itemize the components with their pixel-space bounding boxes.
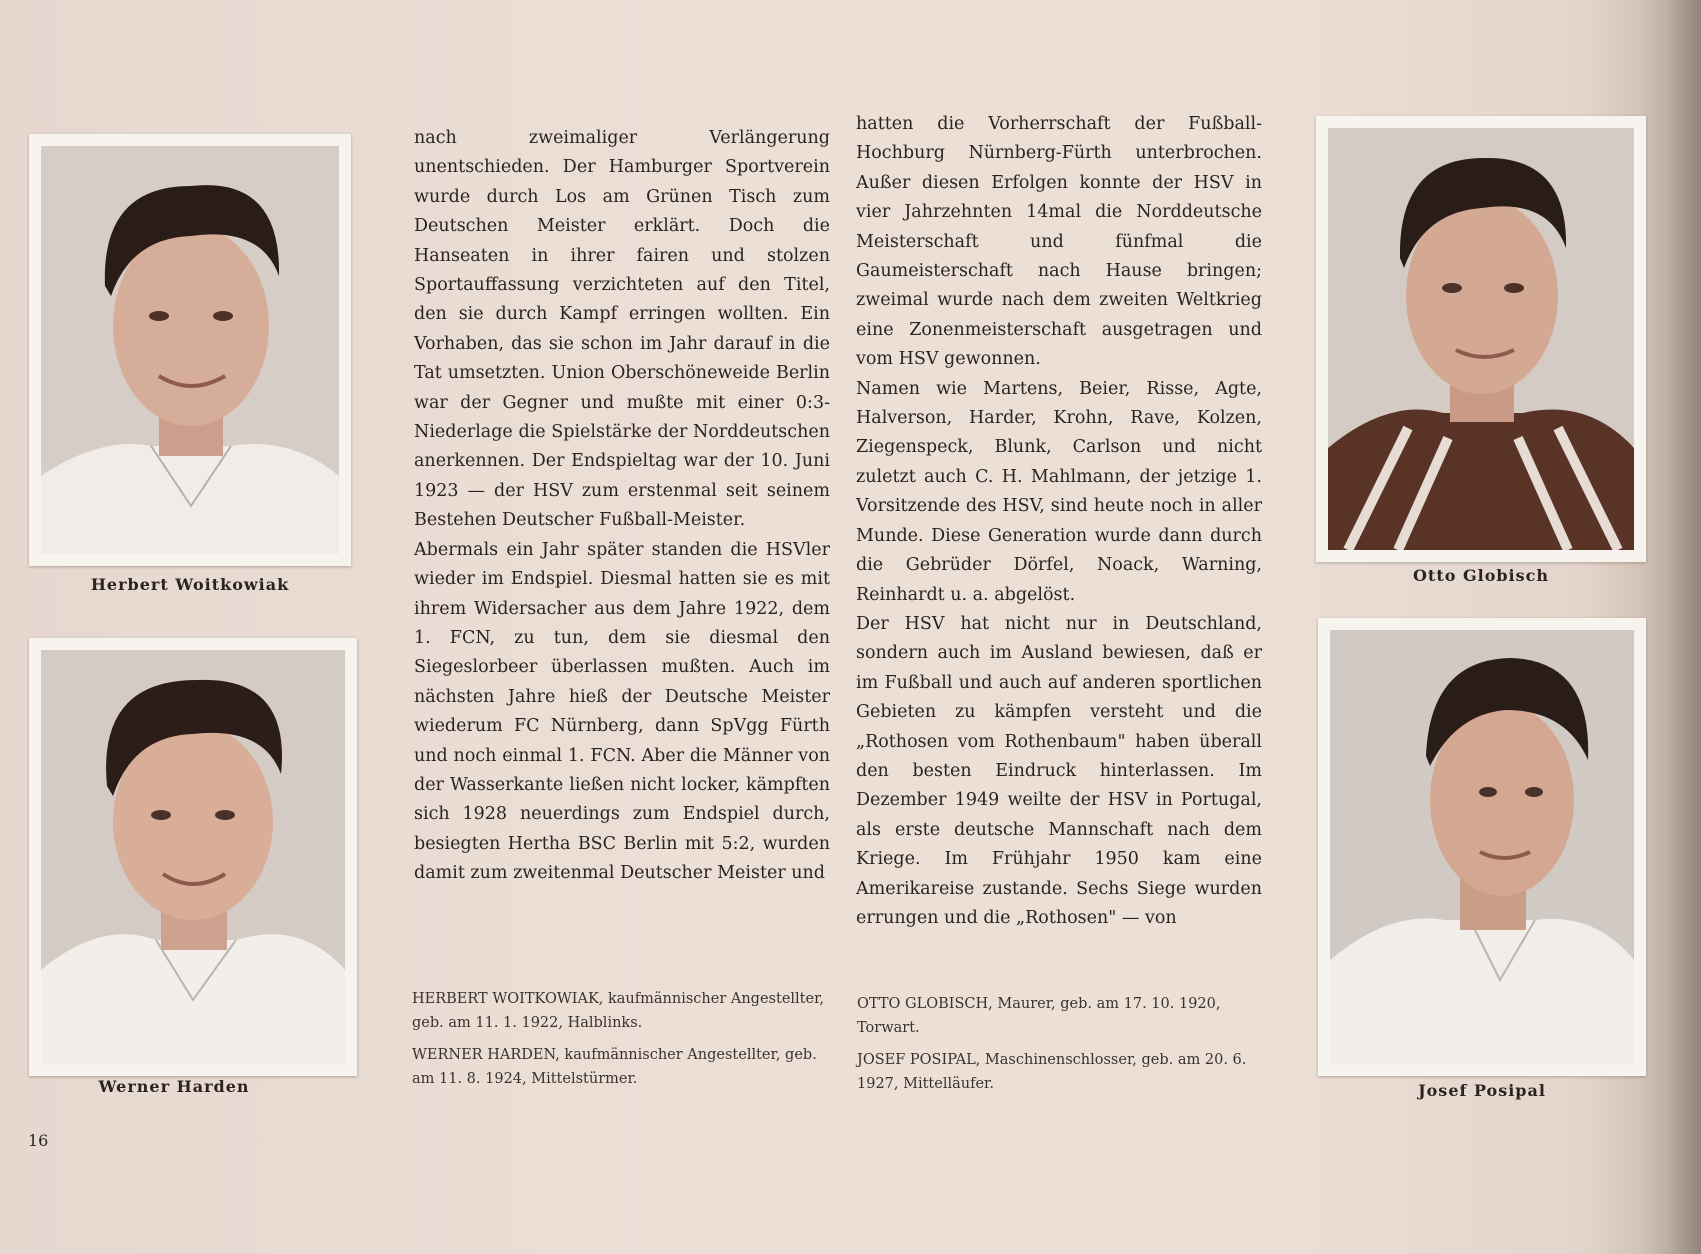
player-card-posipal [1318, 618, 1646, 1076]
player-caption: Werner Harden [98, 1077, 250, 1096]
bio-entry: HERBERT WOITKOWIAK, kaufmännischer Angestellter, geb. am 11. 1. 1922, Halblinks. [412, 991, 825, 1031]
player-photo-woitkowiak [41, 146, 339, 554]
text-column-left [414, 124, 830, 889]
page-number: 16 [28, 1131, 49, 1150]
player-photo-harden [41, 650, 345, 1064]
player-card-woitkowiak [29, 134, 351, 566]
paragraph: nach zweimaliger Verlängerung unentschieden. Der Hamburger Sportverein wurde durch Los am Grünen Tisch zum Deutschen Meister erklärt. Doch die Hanseaten in ihrer fairen und stolzen Sportauffassung verzichteten auf den Titel, den sie durch Kampf erringen wollten. Ein Vorhaben, das sie schon im Jahr darauf in die Tat umsetzten. Union Oberschöneweide Berlin war der Gegner und mußte mit einer 0:3-Niederlage die Spielstärke der Norddeutschen anerkennen. Der Endspieltag war der 10. Juni 1923 — der HSV zum erstenmal seit seinem Bestehen Deutscher Fußball-Meister. [414, 128, 830, 531]
bios-left [412, 987, 832, 1099]
paragraph: Namen wie Martens, Beier, Risse, Agte, Halverson, Harder, Krohn, Rave, Kolzen, Ziegenspeck, Blunk, Carlson und nicht zuletzt auch C. H. Mahlmann, der jetzige 1. Vorsitzende des HSV, sind heute noch in aller Munde. Diese Generation wurde dann durch die Gebrüder Dörfel, Noack, Warning, Reinhardt u. a. abgelöst. [856, 378, 1262, 605]
paragraph: Abermals ein Jahr später standen die HSVler wieder im Endspiel. Diesmal hatten sie es mit ihrem Widersacher aus dem Jahre 1922, dem 1. FCN, zu tun, dem sie diesmal den Siegeslorbeer überlassen mußten. Auch im nächsten Jahre hieß der Deutsche Meister wiederum FC Nürnberg, dann SpVgg Fürth und noch einmal 1. FCN. Aber die Männer von der Wasserkante ließen nicht locker, kämpften sich 1928 neuerdings zum Endspiel durch, besiegten Hertha BSC Berlin mit 5:2, wurden damit zum zweitenmal Deutscher Meister und [414, 539, 830, 884]
player-caption: Herbert Woitkowiak [90, 575, 290, 594]
text-column-right [856, 110, 1262, 933]
bio-entry: WERNER HARDEN, kaufmännischer Angestellter, geb. am 11. 8. 1924, Mittelstürmer. [412, 1047, 817, 1087]
book-spine-shadow [1641, 0, 1701, 1254]
paragraph: hatten die Vorherrschaft der Fußball-Hochburg Nürnberg-Fürth unterbrochen. Außer diesen Erfolgen konnte der HSV in vier Jahrzehnten 14mal die Norddeutsche Meisterschaft und fünfmal die Gaumeisterschaft nach Hause bringen; zweimal wurde nach dem zweiten Weltkrieg eine Zonenmeisterschaft ausgetragen und vom HSV gewonnen. [856, 114, 1262, 370]
player-card-globisch [1316, 116, 1646, 562]
player-card-harden [29, 638, 357, 1076]
bio-entry: OTTO GLOBISCH, Maurer, geb. am 17. 10. 1920, Torwart. [857, 996, 1221, 1036]
player-caption: Josef Posipal [1418, 1081, 1546, 1100]
player-photo-globisch [1328, 128, 1634, 550]
player-caption: Otto Globisch [1412, 566, 1550, 585]
bios-right [857, 992, 1265, 1104]
player-photo-posipal [1330, 630, 1634, 1064]
bio-entry: JOSEF POSIPAL, Maschinenschlosser, geb. am 20. 6. 1927, Mittelläufer. [857, 1052, 1247, 1092]
paragraph: Der HSV hat nicht nur in Deutschland, sondern auch im Ausland bewiesen, daß er im Fußball und auch auf anderen sportlichen Gebieten zu kämpfen versteht und die „Rothosen vom Rothenbaum" haben überall den besten Eindruck hinterlassen. Im Dezember 1949 weilte der HSV in Portugal, als erste deutsche Mannschaft nach dem Kriege. Im Frühjahr 1950 kam eine Amerikareise zustande. Sechs Siege wurden errungen und die „Rothosen" — von [856, 613, 1262, 928]
